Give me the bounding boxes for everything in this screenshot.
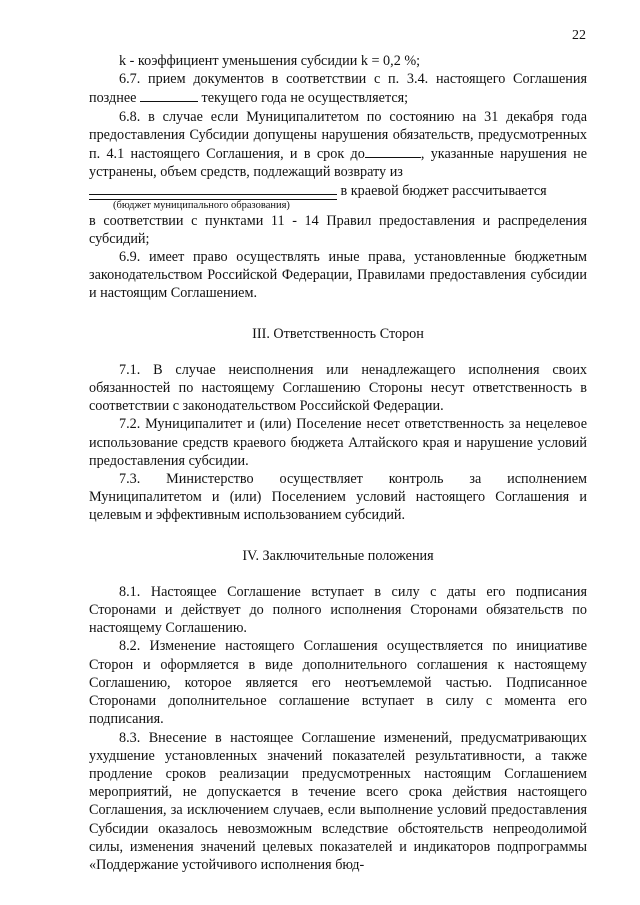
clause-6-8-text-c: в краевой бюджет рассчитывается — [340, 183, 547, 200]
clause-7-2: 7.2. Муниципалитет и (или) Поселение несет ответственность за нецелевое использование средств краевого бюджета Алтайского края и нарушение условий предоставления субсидии. — [89, 416, 587, 469]
page-number: 22 — [572, 28, 586, 43]
clause-6-8-text-a: 6.8. в случае если Муниципалитетом по состоянию на 31 декабря года предоставления Субсидии допущены нарушения обязательств, предусмотренных п. 4.1 настоящего Соглашения, и в срок до — [89, 108, 587, 163]
coefficient-line: k - коэффициент уменьшения субсидии k = 0,2 %; — [119, 53, 421, 69]
clause-6-7-text-a: 6.7. прием документов в соответствии с п. 3.4. настоящего Соглашения позднее — [89, 71, 587, 107]
clause-8-1: 8.1. Настоящее Соглашение вступает в силу с даты его подписания Сторонами и действует до полного исполнения Сторонами обязательств по настоящему Соглашению. — [89, 583, 587, 637]
clause-7-3: 7.3. Министерство осуществляет контроль за исполнением Муниципалитетом и (или) Поселением условий настоящего Соглашения и целевым и эффективным использованием субсидий. — [89, 471, 587, 524]
blank-field — [365, 144, 421, 158]
blank-field — [89, 181, 337, 195]
clause-6-7-text-b: текущего года не осуществляется; — [201, 90, 409, 107]
clause-6-8-text-b: , указанные нарушения не устранены, объем средств, подлежащий возврату из — [89, 146, 588, 181]
budget-field-caption: (бюджет муниципального образования) — [89, 199, 337, 212]
clause-6-7 — [89, 70, 587, 107]
clause-6-9: 6.9. имеет право осуществлять иные права, установленные бюджетным законодательством Российской Федерации, Правилами предоставления субсидии и настоящим Соглашением. — [89, 249, 587, 302]
document-body — [89, 52, 587, 874]
clause-7-1: 7.1. В случае неисполнения или ненадлежащего исполнения своих обязанностей по настоящему Соглашению Стороны несут ответственность в соответствии с законодательством Российской Федерации. — [89, 361, 587, 415]
blank-field — [140, 88, 198, 102]
clause-6-8-budget-line — [89, 181, 587, 200]
clause-8-3: 8.3. Внесение в настоящее Соглашение изменений, предусматривающих ухудшение установленных значений показателей результативности, а также продление сроков реализации предусмотренных настоящим Соглашением мероприятий, не допускается в течение всего срока действия настоящего Соглашения, за исключением случаев, если выполнение условий предоставления Субсидии оказалось невозможным вследствие обстоятельств непреодолимой силы, изменения значений целевых показателей и индикаторов подпрограммы «Поддержание устойчивого исполнения бюд- — [89, 729, 587, 873]
clause-8-2: 8.2. Изменение настоящего Соглашения осуществляется по инициативе Сторон и оформляется в виде дополнительного соглашения к настоящему Соглашению, которое является его неотъемлемой частью. Подписанное Сторонами дополнительное соглашение вступает в силу с момента его подписания. — [89, 638, 587, 728]
section-4-title: IV. Заключительные положения — [242, 547, 434, 564]
clause-6-8-continuation: в соответствии с пунктами 11 - 14 Правил предоставления и распределения субсидий; — [89, 212, 587, 247]
section-3-title: III. Ответственность Сторон — [252, 325, 424, 342]
clause-6-8 — [89, 108, 587, 182]
